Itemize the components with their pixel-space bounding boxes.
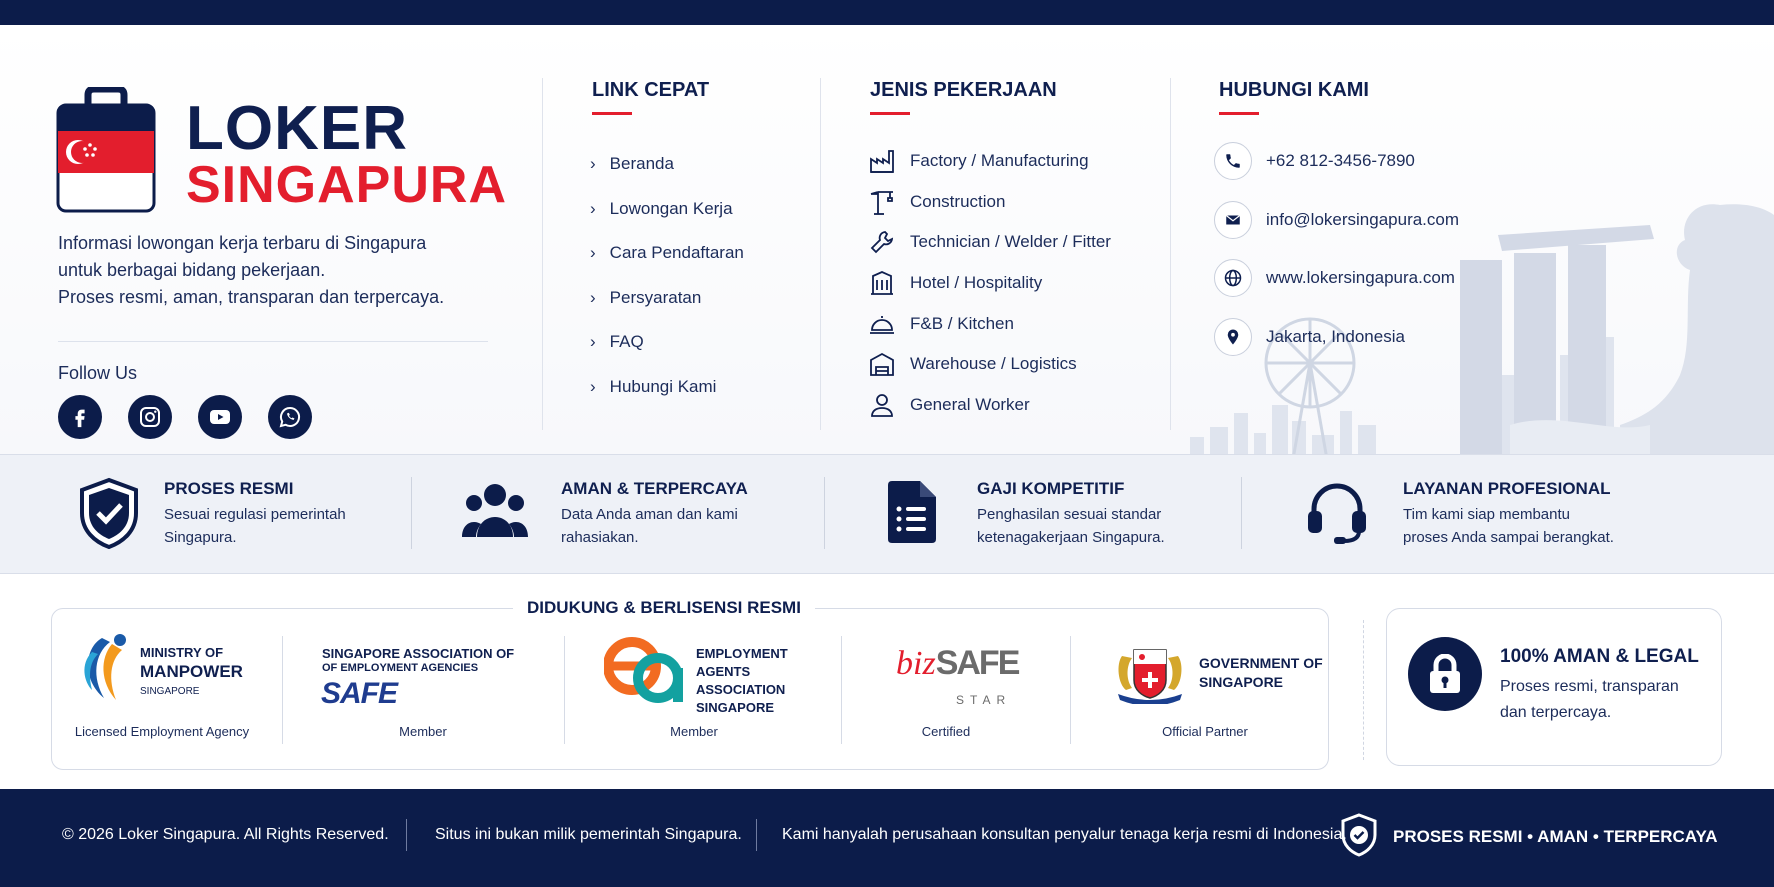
cloche-icon [868, 310, 896, 338]
job-type-technician[interactable] [868, 222, 1111, 263]
contact-list [1214, 132, 1459, 366]
job-type-hotel[interactable] [868, 263, 1111, 304]
contact-location[interactable] [1214, 308, 1459, 367]
worker-icon [868, 391, 896, 419]
copyright-text: © 2026 Loker Singapura. All Rights Reserved. [62, 826, 389, 843]
feature-title: PROSES RESMI [164, 479, 294, 498]
feature-desc-line: Singapura. [164, 529, 237, 546]
mom-line: SINGAPORE [140, 686, 200, 697]
chevron-right-icon: › [590, 287, 596, 307]
feature-title: LAYANAN PROFESIONAL [1403, 479, 1611, 498]
warehouse-icon [868, 350, 896, 378]
contact-phone[interactable] [1214, 132, 1459, 191]
wrench-icon [868, 228, 896, 256]
headset-icon [1306, 481, 1368, 545]
title-underline [592, 112, 632, 115]
quick-links-title: LINK CEPAT [592, 79, 710, 101]
brand-logo-icon [56, 87, 156, 213]
mom-line: MINISTRY OF [140, 645, 224, 660]
job-types-list [868, 141, 1111, 425]
follow-us-label: Follow Us [58, 363, 138, 383]
footer-divider [406, 819, 407, 851]
job-type-label: Technician / Welder / Fitter [910, 232, 1111, 252]
band-divider [1241, 477, 1242, 549]
quick-link-beranda[interactable] [590, 142, 744, 187]
job-types-title: JENIS PEKERJAAN [870, 79, 1057, 101]
chevron-right-icon: › [590, 332, 596, 352]
bizsafe-biz: biz [896, 645, 936, 682]
partner-divider [1070, 636, 1071, 744]
crane-icon [868, 188, 896, 216]
chevron-right-icon: › [590, 154, 596, 174]
feature-title: AMAN & TERPERCAYA [561, 479, 748, 498]
contact-website-text: www.lokersingapura.com [1266, 268, 1455, 288]
intro-line: Informasi lowongan kerja terbaru di Singapura [58, 233, 427, 253]
title-underline [870, 112, 910, 115]
safe-legal-desc [1500, 674, 1679, 726]
top-accent-bar [0, 0, 1774, 25]
globe-icon [1214, 259, 1252, 297]
safe-association-name [322, 646, 514, 676]
mom-line: MANPOWER [140, 662, 243, 681]
location-pin-icon [1214, 318, 1252, 356]
partner-divider [282, 636, 283, 744]
social-links [58, 395, 312, 439]
feature-desc [164, 503, 346, 549]
partner-divider [841, 636, 842, 744]
phone-icon [1214, 142, 1252, 180]
eaa-line: AGENTS [696, 664, 751, 679]
contact-website[interactable] [1214, 249, 1459, 308]
bizsafe-logo [896, 644, 1018, 683]
footer-divider [756, 819, 757, 851]
job-type-label: Construction [910, 191, 1006, 211]
eaa-line: EMPLOYMENT [696, 646, 788, 661]
mom-logo-icon [74, 630, 134, 704]
contact-email[interactable] [1214, 191, 1459, 250]
partner-divider [564, 636, 565, 744]
column-divider [820, 78, 821, 430]
feature-desc-line: rahasiakan. [561, 529, 639, 546]
intro-line: Proses resmi, aman, transparan dan terpercaya. [58, 287, 445, 307]
mom-caption: Licensed Employment Agency [74, 724, 250, 739]
quick-link-hubungi[interactable] [590, 365, 744, 410]
job-type-label: Warehouse / Logistics [910, 354, 1077, 374]
feature-desc [561, 503, 738, 549]
safe-legal-line: Proses resmi, transparan [1500, 678, 1679, 695]
factory-icon [868, 147, 896, 175]
safe-legal-title: 100% AMAN & LEGAL [1500, 646, 1699, 667]
licensed-title [0, 598, 1328, 618]
feature-aman-terpercaya [462, 455, 802, 573]
eaa-line: ASSOCIATION [696, 682, 786, 697]
job-type-label: F&B / Kitchen [910, 313, 1014, 333]
quick-link-label: Beranda [609, 154, 674, 174]
singapore-coat-of-arms-icon [1112, 640, 1188, 704]
safe-line: OF EMPLOYMENT AGENCIES [322, 662, 479, 674]
facebook-icon[interactable] [58, 395, 102, 439]
intro-line: untuk berbagai bidang pekerjaan. [58, 260, 326, 280]
quick-link-label: Cara Pendaftaran [609, 243, 744, 263]
feature-desc-line: Data Anda aman dan kami [561, 506, 738, 523]
feature-desc [1403, 503, 1614, 549]
job-type-label: Factory / Manufacturing [910, 151, 1089, 171]
users-icon [462, 481, 528, 541]
band-divider [824, 477, 825, 549]
gov-name [1199, 654, 1323, 692]
eaa-caption: Member [670, 724, 718, 739]
feature-desc-line: proses Anda sampai berangkat. [1403, 529, 1614, 546]
gov-line: GOVERNMENT OF [1199, 655, 1323, 671]
feature-desc-line: ketenagakerjaan Singapura. [977, 529, 1165, 546]
feature-desc [977, 503, 1165, 549]
youtube-icon[interactable] [198, 395, 242, 439]
contact-email-text: info@lokersingapura.com [1266, 209, 1460, 229]
feature-gaji-kompetitif [886, 455, 1246, 573]
brand-name-line1: LOKER [186, 94, 408, 163]
job-type-fnb[interactable] [868, 303, 1111, 344]
safe-caption: Member [399, 724, 447, 739]
company-note-text: Kami hanyalah perusahaan konsultan penyalur tenaga kerja resmi di Indonesia. [782, 826, 1347, 843]
quick-link-persyaratan[interactable] [590, 276, 744, 321]
feature-proses-resmi [78, 455, 398, 573]
chevron-right-icon: › [590, 198, 596, 218]
quick-link-label: FAQ [609, 332, 644, 352]
quick-link-label: Lowongan Kerja [609, 198, 733, 218]
shield-check-icon [1340, 813, 1378, 857]
band-divider [411, 477, 412, 549]
quick-links-list [590, 142, 744, 409]
contact-phone-text: +62 812-3456-7890 [1266, 151, 1415, 171]
contact-title: HUBUNGI KAMI [1219, 79, 1369, 101]
job-type-label: Hotel / Hospitality [910, 273, 1043, 293]
dashed-divider [1363, 620, 1364, 760]
feature-title: GAJI KOMPETITIF [977, 479, 1125, 498]
feature-desc-line: Penghasilan sesuai standar [977, 506, 1162, 523]
mail-icon [1214, 201, 1252, 239]
disclaimer-text: Situs ini bukan milik pemerintah Singapura. [435, 826, 742, 843]
gov-line: SINGAPORE [1199, 674, 1284, 690]
quick-link-lowongan[interactable] [590, 187, 744, 232]
brand-name-line2: SINGAPURA [186, 156, 508, 214]
feature-desc-line: Sesuai regulasi pemerintah [164, 506, 346, 523]
quick-link-cara-pendaftaran[interactable] [590, 231, 744, 276]
safe-legal-line: dan terpercaya. [1500, 704, 1612, 721]
divider [58, 341, 488, 342]
quick-link-label: Persyaratan [609, 287, 702, 307]
bizsafe-star: STAR [956, 693, 1012, 707]
footer-info-section [0, 25, 1774, 454]
contact-location-text: Jakarta, Indonesia [1266, 326, 1405, 346]
title-underline [1219, 112, 1259, 115]
whatsapp-icon[interactable] [268, 395, 312, 439]
chevron-right-icon: › [590, 376, 596, 396]
job-type-factory[interactable] [868, 141, 1111, 182]
job-type-general[interactable] [868, 385, 1111, 426]
mom-name [140, 644, 243, 700]
eaa-logo-icon [604, 636, 686, 706]
job-type-label: General Worker [910, 394, 1030, 414]
instagram-icon[interactable] [128, 395, 172, 439]
document-icon [886, 479, 938, 545]
hotel-icon [868, 269, 896, 297]
column-divider [542, 78, 543, 430]
safe-logo-text: SAFE [321, 677, 398, 710]
lock-icon [1408, 637, 1482, 711]
column-divider [1170, 78, 1171, 430]
gov-caption: Official Partner [1162, 724, 1248, 739]
job-type-warehouse[interactable] [868, 344, 1111, 385]
footer-badge: PROSES RESMI • AMAN • TERPERCAYA [1393, 827, 1718, 846]
shield-check-icon [78, 477, 140, 549]
quick-link-faq[interactable] [590, 320, 744, 365]
feature-layanan-profesional [1306, 455, 1706, 573]
quick-link-label: Hubungi Kami [609, 376, 717, 396]
eaa-line: SINGAPORE [696, 700, 775, 715]
bizsafe-safe: SAFE [935, 644, 1019, 682]
safe-line: SINGAPORE ASSOCIATION OF [322, 646, 515, 661]
features-band [0, 454, 1774, 574]
feature-desc-line: Tim kami siap membantu [1403, 506, 1570, 523]
chevron-right-icon: › [590, 243, 596, 263]
licensed-title-text: DIDUKUNG & BERLISENSI RESMI [513, 598, 815, 617]
page-footer [0, 789, 1774, 887]
job-type-construction[interactable] [868, 182, 1111, 223]
bizsafe-caption: Certified [921, 724, 971, 739]
brand-intro [58, 230, 518, 311]
eaa-name [696, 645, 788, 717]
